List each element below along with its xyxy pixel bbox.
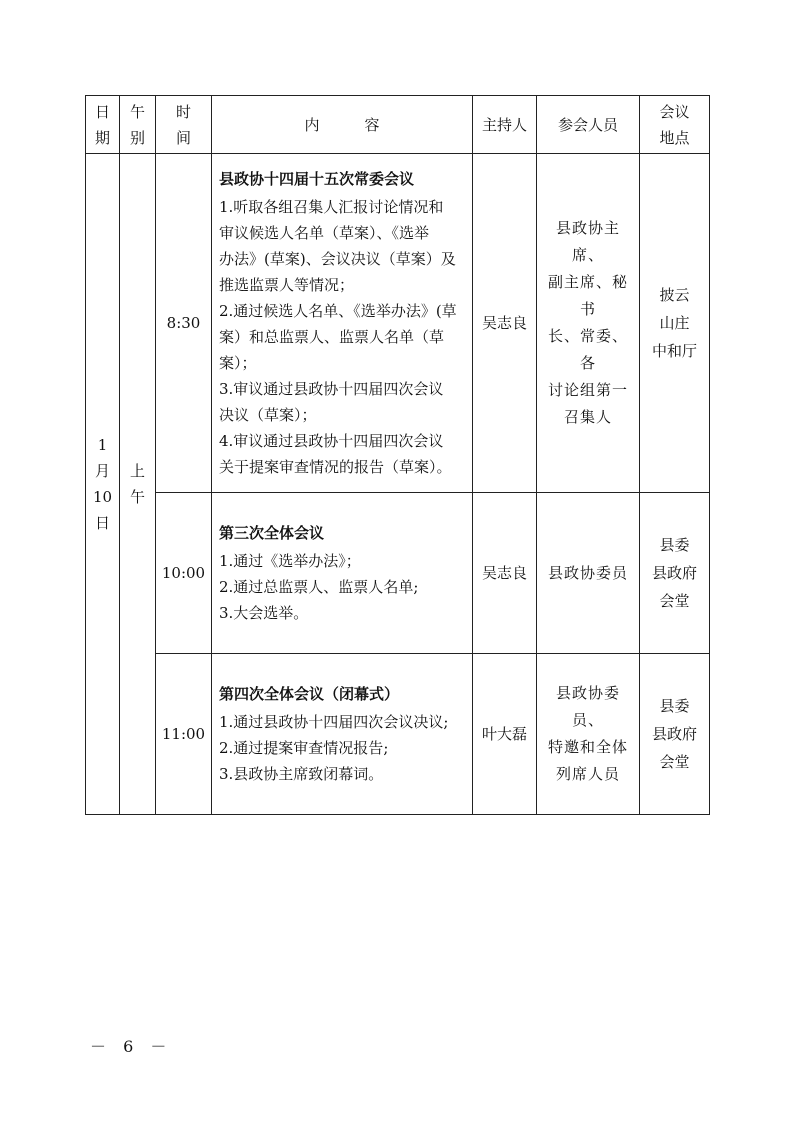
agenda-line: 2.通过候选人名单、《选举办法》(草 [219, 302, 457, 320]
agenda-line: 审议候选人名单（草案）、《选举 [219, 224, 430, 242]
header-time: 时 间 [156, 96, 212, 154]
agenda-line: 3.大会选举。 [219, 604, 309, 622]
session-content [212, 493, 473, 654]
session-content [212, 154, 473, 493]
header-venue: 会议 地点 [640, 96, 710, 154]
agenda-line: 决议（草案）； [219, 406, 317, 424]
agenda-line: 推选监票人等情况； [219, 276, 355, 294]
header-attendees: 参会人员 [537, 96, 640, 154]
date-cell: 1 月 10 日 [86, 154, 120, 815]
agenda-line: 2.通过提案审查情况报告; [219, 739, 389, 757]
session-time: 8:30 [156, 154, 212, 493]
session-time: 11:00 [156, 654, 212, 815]
header-row [86, 96, 710, 154]
agenda-line: 办法》(草案)、会议决议（草案）及 [219, 250, 456, 268]
header-period: 午 别 [120, 96, 156, 154]
session-host: 吴志良 [473, 154, 537, 493]
agenda-line: 案）和总监票人、监票人名单（草 [219, 328, 445, 346]
session-venue: 披云 山庄 中和厅 [640, 154, 710, 493]
agenda-line: 1.通过县政协十四届四次会议决议; [219, 713, 449, 731]
table-row [86, 154, 710, 493]
agenda-line: 1.听取各组召集人汇报讨论情况和 [219, 198, 444, 216]
period-cell: 上 午 [120, 154, 156, 815]
session-attendees: 县政协委员、 特邀和全体 列席人员 [537, 654, 640, 815]
agenda-line: 关于提案审查情况的报告（草案）。 [219, 458, 452, 476]
header-date: 日 期 [86, 96, 120, 154]
session-title: 第三次全体会议 [219, 524, 325, 542]
session-time: 10:00 [156, 493, 212, 654]
agenda-line: 3.县政协主席致闭幕词。 [219, 765, 384, 783]
agenda-line: 4.审议通过县政协十四届四次会议 [219, 432, 444, 450]
session-attendees: 县政协委员 [537, 493, 640, 654]
table-row [86, 493, 710, 654]
agenda-line: 案）； [219, 354, 257, 372]
session-title: 县政协十四届十五次常委会议 [219, 170, 415, 188]
header-content: 内 容 [212, 96, 473, 154]
agenda-line: 2.通过总监票人、监票人名单; [219, 578, 419, 596]
session-venue: 县委 县政府 会堂 [640, 493, 710, 654]
table-row [86, 654, 710, 815]
meeting-schedule-table [85, 95, 710, 815]
header-host: 主持人 [473, 96, 537, 154]
session-attendees: 县政协主席、 副主席、秘书 长、常委、各 讨论组第一 召集人 [537, 154, 640, 493]
session-title: 第四次全体会议（闭幕式） [219, 685, 400, 703]
session-venue: 县委 县政府 会堂 [640, 654, 710, 815]
page-number: － 6 － [90, 1037, 173, 1056]
agenda-line: 1.通过《选举办法》； [219, 552, 361, 570]
session-host: 吴志良 [473, 493, 537, 654]
session-host: 叶大磊 [473, 654, 537, 815]
session-content [212, 654, 473, 815]
agenda-line: 3.审议通过县政协十四届四次会议 [219, 380, 444, 398]
